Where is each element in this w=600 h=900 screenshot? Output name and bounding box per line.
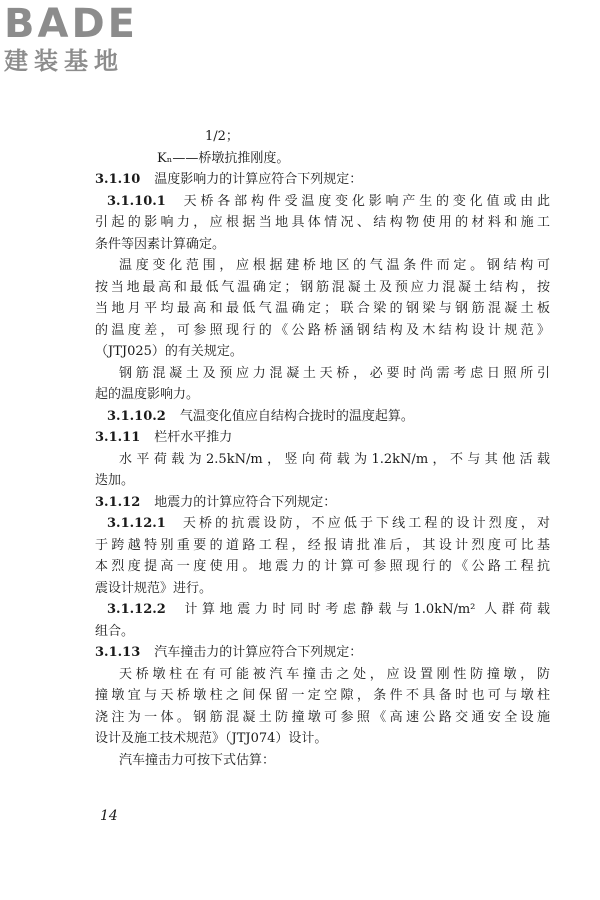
- paragraph-line: 计算地震力时同时考虑静载与1.0kN/m² 人群荷载: [179, 602, 550, 617]
- paragraph-line: 天桥的抗震设防，不应低于下线工程的设计烈度，对: [179, 516, 550, 531]
- paragraph-line: （JTJ025）的有关规定。: [95, 344, 243, 359]
- logo-word: BADE: [4, 1, 138, 47]
- paragraph-line: 汽车撞击力可按下式估算：: [119, 752, 276, 768]
- paragraph-line: 浇注为一体。钢筋混凝土防撞墩可参照《高速公路交通安全设施: [95, 709, 550, 725]
- paragraph-line: 迭加。: [95, 473, 135, 488]
- paragraph-line: 震设计规范》进行。: [95, 580, 213, 596]
- clause-number: 3.1.12.1: [107, 516, 166, 531]
- section-3-1-11: [95, 427, 550, 449]
- document-body: [95, 126, 550, 771]
- section-3-1-13: [95, 642, 550, 664]
- clause-3-1-12-2: [107, 599, 550, 621]
- section-title: 温度影响力的计算应符合下列规定：: [154, 172, 363, 187]
- paragraph-line: 起的温度影响力。: [95, 387, 200, 402]
- section-number: 3.1.11: [95, 430, 141, 445]
- section-number: 3.1.10: [95, 172, 141, 187]
- paragraph-line: 气温变化值应自结构合拢时的温度起算。: [179, 408, 414, 424]
- logo-subtitle: 建装基地: [4, 47, 124, 75]
- paragraph-line: 按当地最高和最低气温确定；钢筋混凝土及预应力混凝土结构，按: [95, 279, 550, 295]
- clause-number: 3.1.10.2: [107, 408, 166, 424]
- paragraph-line: 天桥墩柱在有可能被汽车撞击之处，应设置刚性防撞墩，防: [119, 666, 550, 682]
- paragraph-line: 撞墩宜与天桥墩柱之间保留一定空隙，条件不具备时也可与墩柱: [95, 688, 550, 703]
- paragraph-line: 的温度差，可参照现行的《公路桥涵钢结构及木结构设计规范》: [95, 322, 550, 338]
- page-number: 14: [100, 808, 118, 824]
- watermark-logo: [4, 2, 174, 76]
- clause-number: 3.1.10.1: [107, 193, 166, 209]
- section-3-1-12: [95, 492, 550, 514]
- paragraph-line: 条件等因素计算确定。: [95, 236, 226, 252]
- clause-3-1-12-1: [107, 513, 550, 535]
- section-title: 地震力的计算应符合下列规定：: [154, 494, 337, 510]
- symbol-definition: Kₙ——桥墩抗推刚度。: [157, 150, 290, 166]
- section-number: 3.1.13: [95, 645, 141, 660]
- clause-number: 3.1.12.2: [107, 602, 166, 617]
- section-title: 栏杆水平推力: [154, 430, 233, 445]
- section-3-1-10: [95, 169, 550, 191]
- clause-3-1-10-2: [107, 406, 550, 428]
- paragraph-line: 引起的影响力，应根据当地具体情况、结构物使用的材料和施工: [95, 215, 550, 230]
- paragraph-line: 钢筋混凝土及预应力混凝土天桥，必要时尚需考虑日照所引: [119, 365, 550, 381]
- paragraph-line: 组合。: [95, 623, 135, 639]
- paragraph-line: 温度变化范围，应根据建桥地区的气温条件而定。钢结构可: [119, 258, 550, 273]
- formula-fragment: 1/2；: [205, 129, 239, 144]
- paragraph-line: 天桥各部构件受温度变化影响产生的变化值或由此: [179, 193, 550, 209]
- section-number: 3.1.12: [95, 494, 141, 510]
- clause-3-1-10-1: [107, 191, 550, 213]
- paragraph-line: 当地月平均最高和最低气温确定；联合梁的钢梁与钢筋混凝土板: [95, 301, 550, 316]
- paragraph-line: 水平荷载为2.5kN/m，竖向荷载为1.2kN/m，不与其他活载: [119, 451, 550, 467]
- paragraph-line: 设计及施工技术规范》（JTJ074）设计。: [95, 731, 328, 746]
- paragraph-line: 本烈度提高一度使用。地震力的计算可参照现行的《公路工程抗: [95, 559, 550, 574]
- section-title: 汽车撞击力的计算应符合下列规定：: [154, 645, 363, 660]
- paragraph-line: 于跨越特别重要的道路工程，经报请批准后，其设计烈度可比基: [95, 537, 550, 553]
